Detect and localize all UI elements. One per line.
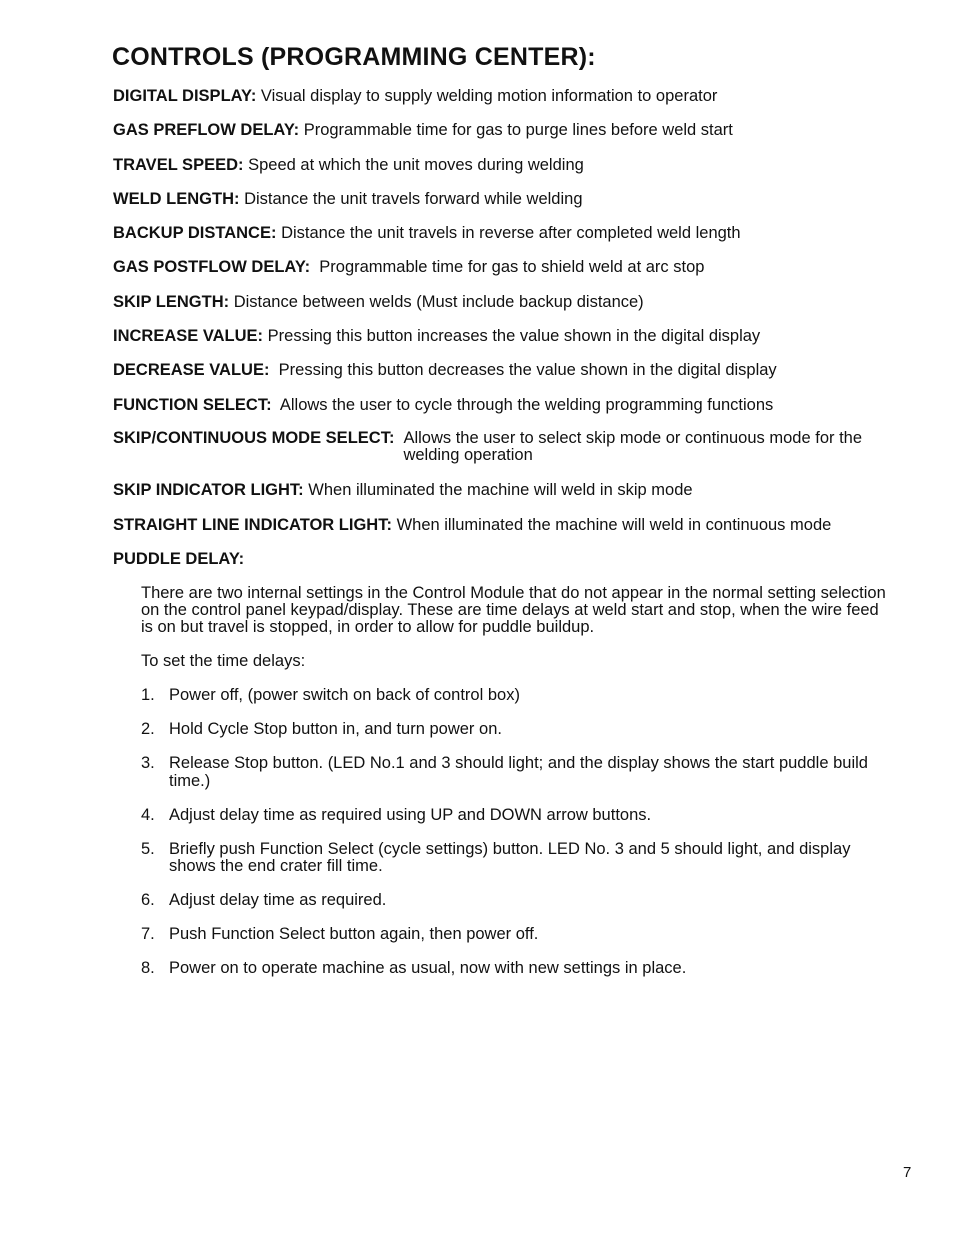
list-item xyxy=(141,892,891,909)
definition-skip-length xyxy=(113,293,893,311)
definition-travel-speed xyxy=(113,156,893,174)
definition-desc: Visual display to supply welding motion information to operator xyxy=(260,87,718,105)
definition-term: PUDDLE DELAY: xyxy=(113,549,245,568)
definition-increase-value xyxy=(113,327,893,345)
step-number: 1. xyxy=(141,686,155,705)
definition-puddle-delay xyxy=(113,550,893,568)
definition-digital-display xyxy=(113,87,893,105)
definition-term: FUNCTION SELECT: xyxy=(113,395,272,414)
definition-desc: Pressing this button decreases the value shown in the digital display xyxy=(278,361,777,380)
step-text: Release Stop button. (LED No.1 and 3 should light; and the display shows the start puddle build time.) xyxy=(169,754,868,790)
definition-function-select xyxy=(113,396,893,414)
puddle-delay-section xyxy=(141,585,891,994)
definition-term: SKIP/CONTINUOUS MODE SELECT: xyxy=(113,428,395,447)
definition-term: GAS PREFLOW DELAY: xyxy=(113,121,300,140)
step-number: 6. xyxy=(141,890,155,909)
definition-skip-continuous-mode-select xyxy=(113,430,893,465)
step-text: Push Function Select button again, then power off. xyxy=(169,924,539,943)
list-item xyxy=(141,841,891,875)
list-item xyxy=(141,755,891,789)
definition-desc: When illuminated the machine will weld in continuous mode xyxy=(396,515,832,534)
definition-term: TRAVEL SPEED: xyxy=(113,155,244,174)
list-item xyxy=(141,807,891,824)
step-number: 2. xyxy=(141,720,155,739)
step-number: 5. xyxy=(141,839,155,858)
step-number: 7. xyxy=(141,924,155,943)
definition-term: SKIP INDICATOR LIGHT: xyxy=(113,481,304,500)
step-text: Adjust delay time as required. xyxy=(169,890,387,909)
page-number: 7 xyxy=(903,1164,912,1181)
definition-term: BACKUP DISTANCE: xyxy=(113,224,277,243)
definition-term: STRAIGHT LINE INDICATOR LIGHT: xyxy=(113,515,392,534)
definitions-list xyxy=(113,87,893,584)
step-text: Hold Cycle Stop button in, and turn power on. xyxy=(169,720,502,739)
step-text: Adjust delay time as required using UP and DOWN arrow buttons. xyxy=(169,805,652,824)
puddle-steps xyxy=(141,687,891,977)
definition-desc: Programmable time for gas to shield weld at arc stop xyxy=(319,258,705,277)
definition-term: DIGITAL DISPLAY: xyxy=(113,87,257,105)
definition-desc: Pressing this button increases the value shown in the digital display xyxy=(267,327,761,346)
list-item xyxy=(141,926,891,943)
definition-gas-postflow-delay xyxy=(113,258,893,276)
definition-desc: Programmable time for gas to purge lines before weld start xyxy=(303,121,733,140)
list-item xyxy=(141,687,891,704)
puddle-intro: There are two internal settings in the Control Module that do not appear in the normal setting selection on the control panel keypad/display. These are time delays at weld start and stop, when the wire feed is on but travel is stopped, in order to allow for puddle buildup. xyxy=(141,584,886,637)
definition-desc: Allows the user to cycle through the welding programming functions xyxy=(279,395,774,414)
definition-straight-line-indicator-light xyxy=(113,516,893,534)
definition-desc: Allows the user to select skip mode or continuous mode for the welding operation xyxy=(403,428,863,465)
definition-decrease-value xyxy=(113,361,893,379)
definition-backup-distance xyxy=(113,224,893,242)
definition-term: GAS POSTFLOW DELAY: xyxy=(113,258,311,277)
step-text: Briefly push Function Select (cycle settings) button. LED No. 3 and 5 should light, and display shows the end crater fill time. xyxy=(169,839,851,875)
definition-term: INCREASE VALUE: xyxy=(113,327,264,346)
definition-skip-indicator-light xyxy=(113,481,893,499)
step-text: Power on to operate machine as usual, now with new settings in place. xyxy=(169,958,687,977)
definition-desc: Speed at which the unit moves during welding xyxy=(248,155,584,174)
list-item xyxy=(141,960,891,977)
definition-desc: When illuminated the machine will weld in skip mode xyxy=(308,481,693,500)
list-item xyxy=(141,721,891,738)
definition-term: SKIP LENGTH: xyxy=(113,292,230,311)
definition-desc: Distance the unit travels forward while welding xyxy=(244,189,583,208)
definition-term: WELD LENGTH: xyxy=(113,189,240,208)
step-text: Power off, (power switch on back of control box) xyxy=(169,686,520,705)
step-number: 4. xyxy=(141,805,155,824)
definition-weld-length xyxy=(113,190,893,208)
step-number: 3. xyxy=(141,754,155,773)
step-number: 8. xyxy=(141,958,155,977)
definition-gas-preflow-delay xyxy=(113,121,893,139)
definition-term: DECREASE VALUE: xyxy=(113,361,270,380)
definition-desc: Distance between welds (Must include backup distance) xyxy=(233,292,644,311)
puddle-lead: To set the time delays: xyxy=(141,652,306,671)
definition-desc: Distance the unit travels in reverse after completed weld length xyxy=(281,224,741,243)
page-title: CONTROLS (PROGRAMMING CENTER): xyxy=(112,43,596,71)
